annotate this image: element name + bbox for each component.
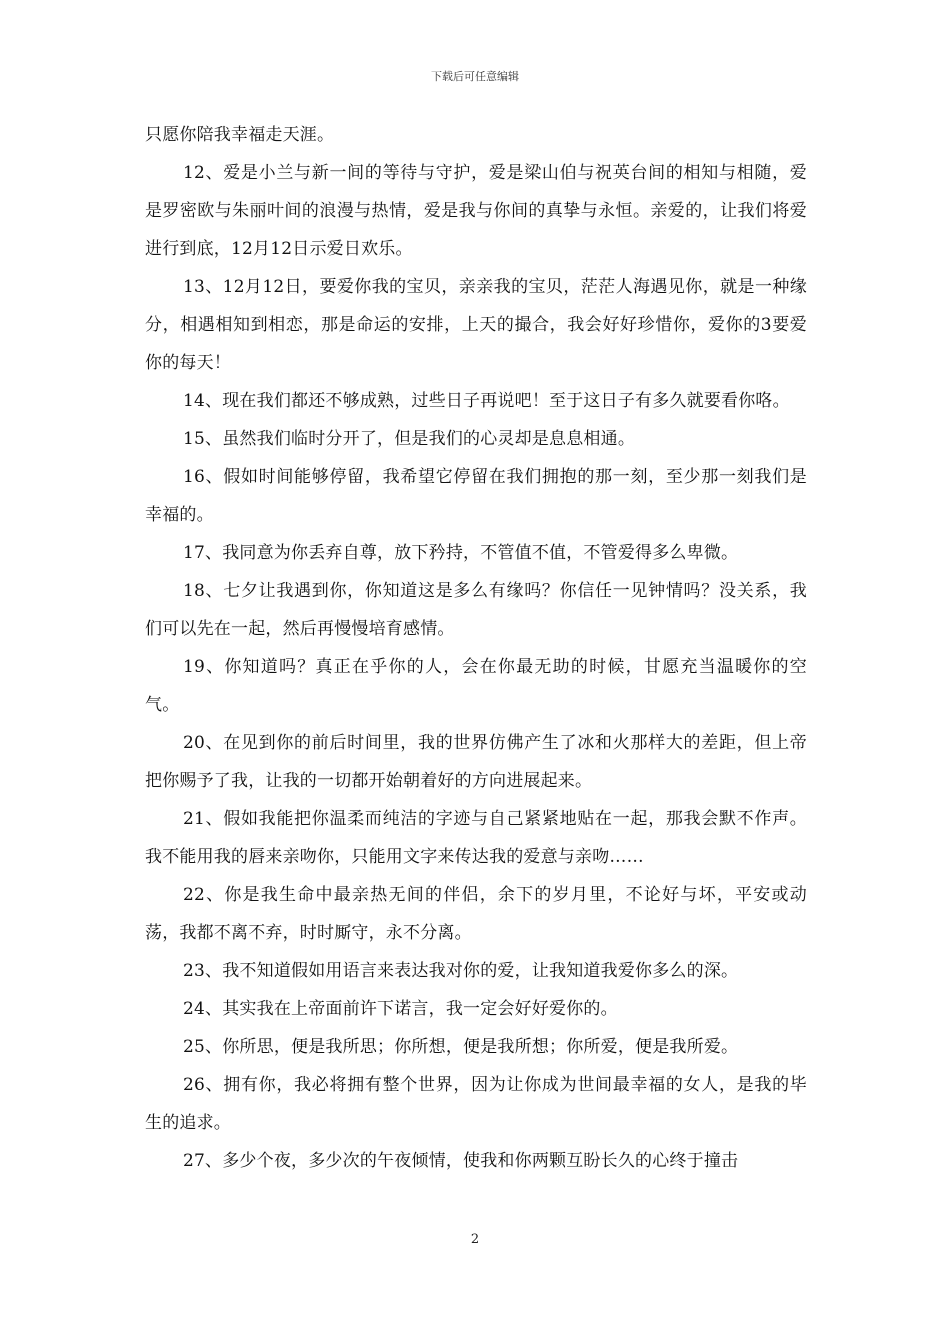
page-number: 2 [470, 1232, 480, 1247]
paragraph: 14、现在我们都还不够成熟，过些日子再说吧！至于这日子有多久就要看你咯。 [183, 391, 790, 411]
paragraph: 23、我不知道假如用语言来表达我对你的爱，让我知道我爱你多么的深。 [183, 961, 739, 981]
paragraph: 21、假如我能把你温柔而纯洁的字迹与自己紧紧地贴在一起，那我会默不作声。我不能用我的唇来亲吻你，只能用文字来传达我的爱意与亲吻…… [145, 809, 807, 867]
paragraph: 20、在见到你的前后时间里，我的世界仿佛产生了冰和火那样大的差距，但上帝把你赐予了我，让我的一切都开始朝着好的方向进展起来。 [145, 733, 807, 791]
paragraph: 13、12月12日，要爱你我的宝贝，亲亲我的宝贝，茫茫人海遇见你，就是一种缘分，相遇相知到相恋，那是命运的安排，上天的撮合，我会好好珍惜你，爱你的3要爱你的每天！ [145, 277, 807, 373]
paragraph: 24、其实我在上帝面前许下诺言，我一定会好好爱你的。 [183, 999, 618, 1019]
paragraph: 15、虽然我们临时分开了，但是我们的心灵却是息息相通。 [183, 429, 636, 449]
paragraph: 19、你知道吗？真正在乎你的人，会在你最无助的时候，甘愿充当温暖你的空气。 [145, 657, 807, 715]
paragraph: 22、你是我生命中最亲热无间的伴侣，余下的岁月里，不论好与坏，平安或动荡，我都不离不弃，时时厮守，永不分离。 [145, 885, 807, 943]
paragraph: 25、你所思，便是我所思；你所想，便是我所想；你所爱，便是我所爱。 [183, 1037, 739, 1057]
paragraph: 27、多少个夜，多少次的午夜倾情，使我和你两颗互盼长久的心终于撞击 [183, 1151, 739, 1171]
paragraph: 只愿你陪我幸福走天涯。 [145, 125, 335, 145]
paragraph: 12、爱是小兰与新一间的等待与守护，爱是梁山伯与祝英台间的相知与相随，爱是罗密欧与朱丽叶间的浪漫与热情，爱是我与你间的真挚与永恒。亲爱的，让我们将爱进行到底，12月12日示爱日欢乐。 [145, 163, 807, 259]
paragraph: 26、拥有你，我必将拥有整个世界，因为让你成为世间最幸福的女人，是我的毕生的追求。 [145, 1075, 807, 1133]
paragraph: 17、我同意为你丢弃自尊，放下矜持，不管值不值，不管爱得多么卑微。 [183, 543, 739, 563]
page-header-note: 下载后可任意编辑 [431, 70, 519, 83]
paragraph: 18、七夕让我遇到你，你知道这是多么有缘吗？你信任一见钟情吗？没关系，我们可以先在一起，然后再慢慢培育感情。 [145, 581, 807, 639]
paragraph: 16、假如时间能够停留，我希望它停留在我们拥抱的那一刻，至少那一刻我们是幸福的。 [145, 467, 807, 525]
document-body [145, 116, 807, 1180]
